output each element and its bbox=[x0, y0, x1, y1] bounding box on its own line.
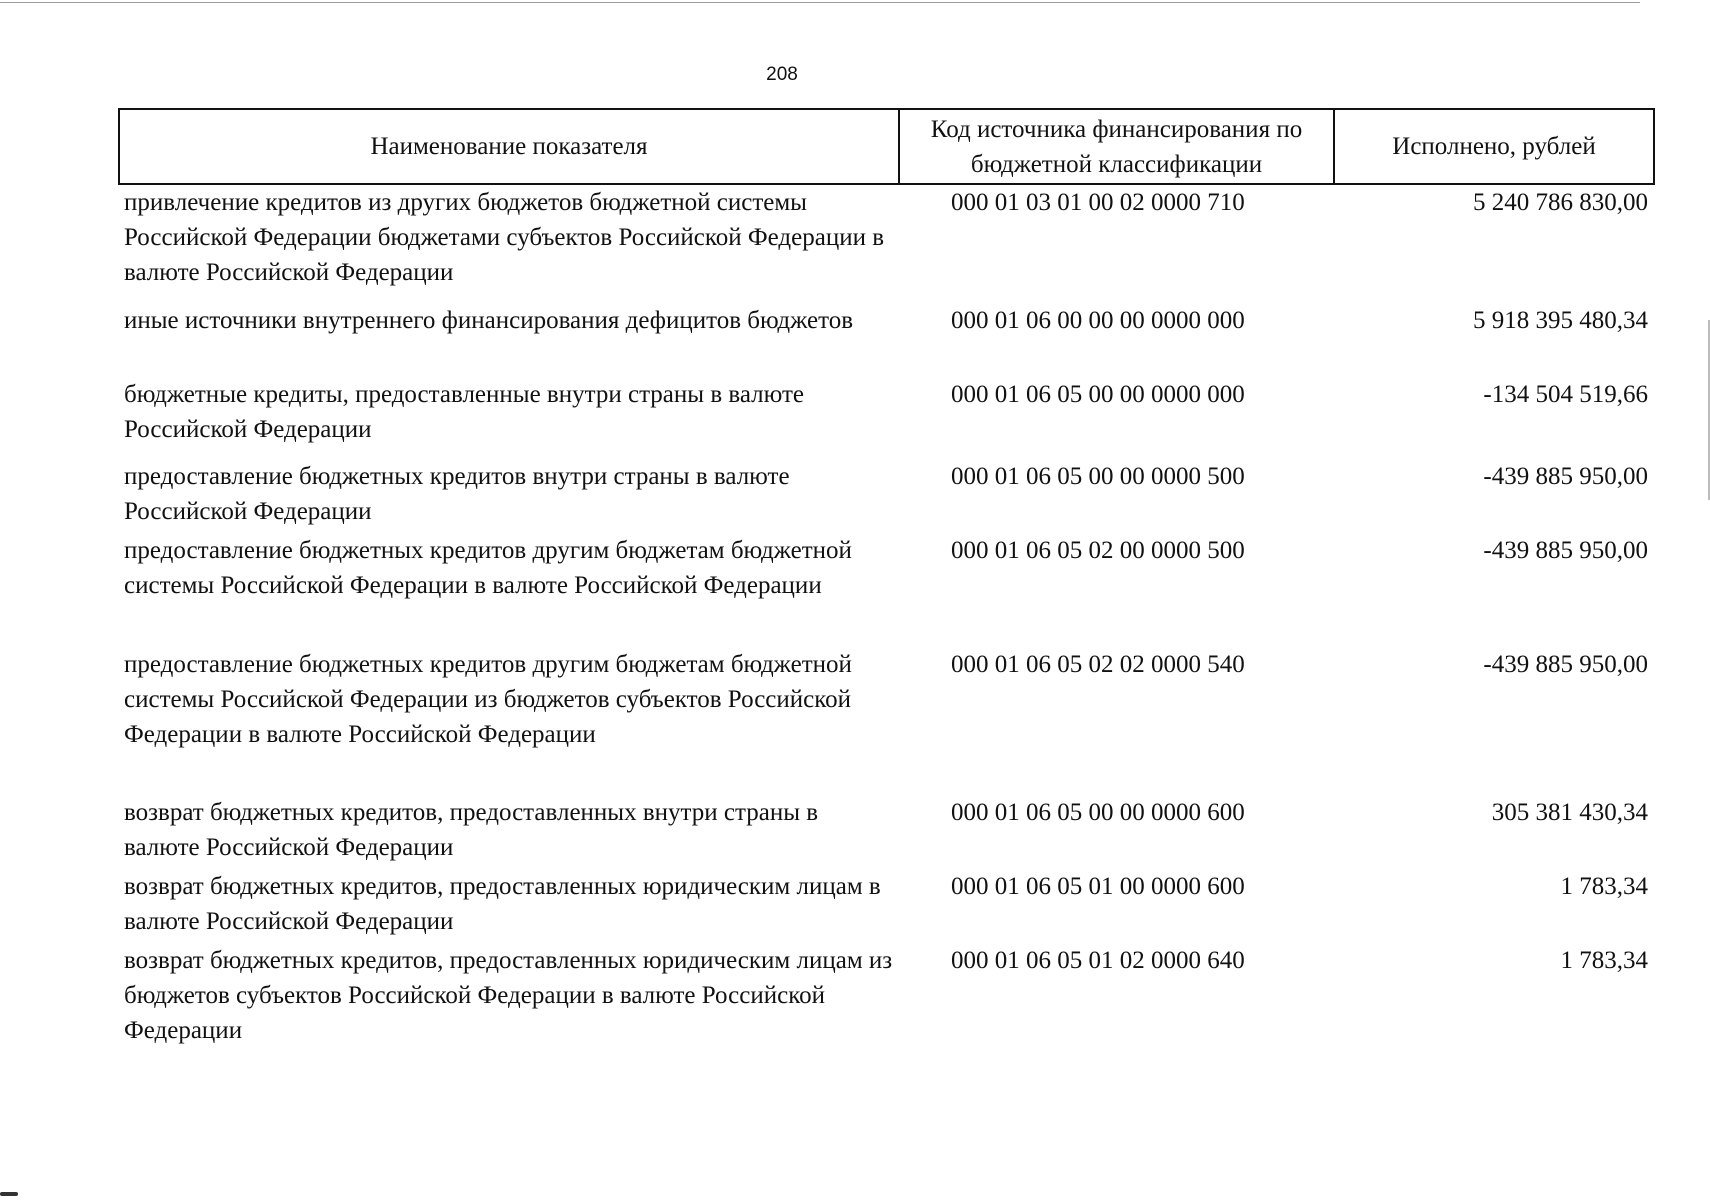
row-amount: 1 783,34 bbox=[1560, 947, 1648, 974]
row-name: предоставление бюджетных кредитов другим бюджетам бюджетной системы Российской Федерации из бюджетов субъектов Российской Федерации в валюте Российской Федерации bbox=[124, 651, 852, 748]
table-row bbox=[119, 184, 1654, 303]
row-amount: 5 918 395 480,34 bbox=[1473, 307, 1648, 334]
table-header bbox=[119, 109, 1654, 184]
row-code: 000 01 06 05 00 00 0000 000 bbox=[951, 381, 1245, 408]
table-row bbox=[119, 303, 1654, 377]
row-name: возврат бюджетных кредитов, предоставленных юридическим лицам из бюджетов субъектов Российской Федерации в валюте Российской Федерации bbox=[124, 947, 893, 1044]
row-code: 000 01 06 05 01 02 0000 640 bbox=[951, 947, 1245, 974]
top-rule bbox=[0, 2, 1640, 3]
header-row bbox=[119, 109, 1654, 184]
row-code: 000 01 06 05 01 00 0000 600 bbox=[951, 873, 1245, 900]
table-row bbox=[119, 533, 1654, 647]
row-name: возврат бюджетных кредитов, предоставленных внутри страны в валюте Российской Федерации bbox=[124, 799, 819, 861]
row-code: 000 01 06 05 00 00 0000 600 bbox=[951, 799, 1245, 826]
row-name: возврат бюджетных кредитов, предоставленных юридическим лицам в валюте Российской Федерации bbox=[124, 873, 881, 935]
row-code: 000 01 06 05 00 00 0000 500 bbox=[951, 463, 1245, 490]
table-row bbox=[119, 943, 1654, 1051]
row-amount: -439 885 950,00 bbox=[1483, 463, 1648, 490]
budget-sources-table bbox=[118, 108, 1655, 1051]
row-name: предоставление бюджетных кредитов внутри страны в валюте Российской Федерации bbox=[124, 463, 790, 525]
header-name: Наименование показателя bbox=[119, 109, 899, 184]
table-body bbox=[119, 184, 1654, 1051]
header-code: Код источника финансирования по бюджетной классификации bbox=[899, 109, 1334, 184]
row-amount: 5 240 786 830,00 bbox=[1473, 189, 1648, 216]
row-amount: -134 504 519,66 bbox=[1483, 381, 1648, 408]
row-name: предоставление бюджетных кредитов другим бюджетам бюджетной системы Российской Федерации в валюте Российской Федерации bbox=[124, 537, 852, 599]
page-number-container bbox=[0, 64, 1710, 86]
row-name: бюджетные кредиты, предоставленные внутри страны в валюте Российской Федерации bbox=[124, 381, 805, 443]
row-code: 000 01 03 01 00 02 0000 710 bbox=[951, 189, 1245, 216]
table-row bbox=[119, 377, 1654, 459]
row-amount: -439 885 950,00 bbox=[1483, 651, 1648, 678]
row-name: иные источники внутреннего финансирования дефицитов бюджетов bbox=[124, 307, 854, 334]
header-amount: Исполнено, рублей bbox=[1334, 109, 1654, 184]
scan-corner-speck bbox=[0, 1192, 18, 1196]
row-amount: 1 783,34 bbox=[1560, 873, 1648, 900]
table-row bbox=[119, 795, 1654, 869]
row-code: 000 01 06 00 00 00 0000 000 bbox=[951, 307, 1245, 334]
table-row bbox=[119, 459, 1654, 533]
page-number: 208 bbox=[766, 64, 798, 85]
table-row bbox=[119, 647, 1654, 795]
row-amount: 305 381 430,34 bbox=[1491, 799, 1648, 826]
row-name: привлечение кредитов из других бюджетов бюджетной системы Российской Федерации бюджетами субъектов Российской Федерации в валюте Российской Федерации bbox=[124, 189, 885, 286]
table-row bbox=[119, 869, 1654, 943]
row-amount: -439 885 950,00 bbox=[1483, 537, 1648, 564]
row-code: 000 01 06 05 02 00 0000 500 bbox=[951, 537, 1245, 564]
row-code: 000 01 06 05 02 02 0000 540 bbox=[951, 651, 1245, 678]
